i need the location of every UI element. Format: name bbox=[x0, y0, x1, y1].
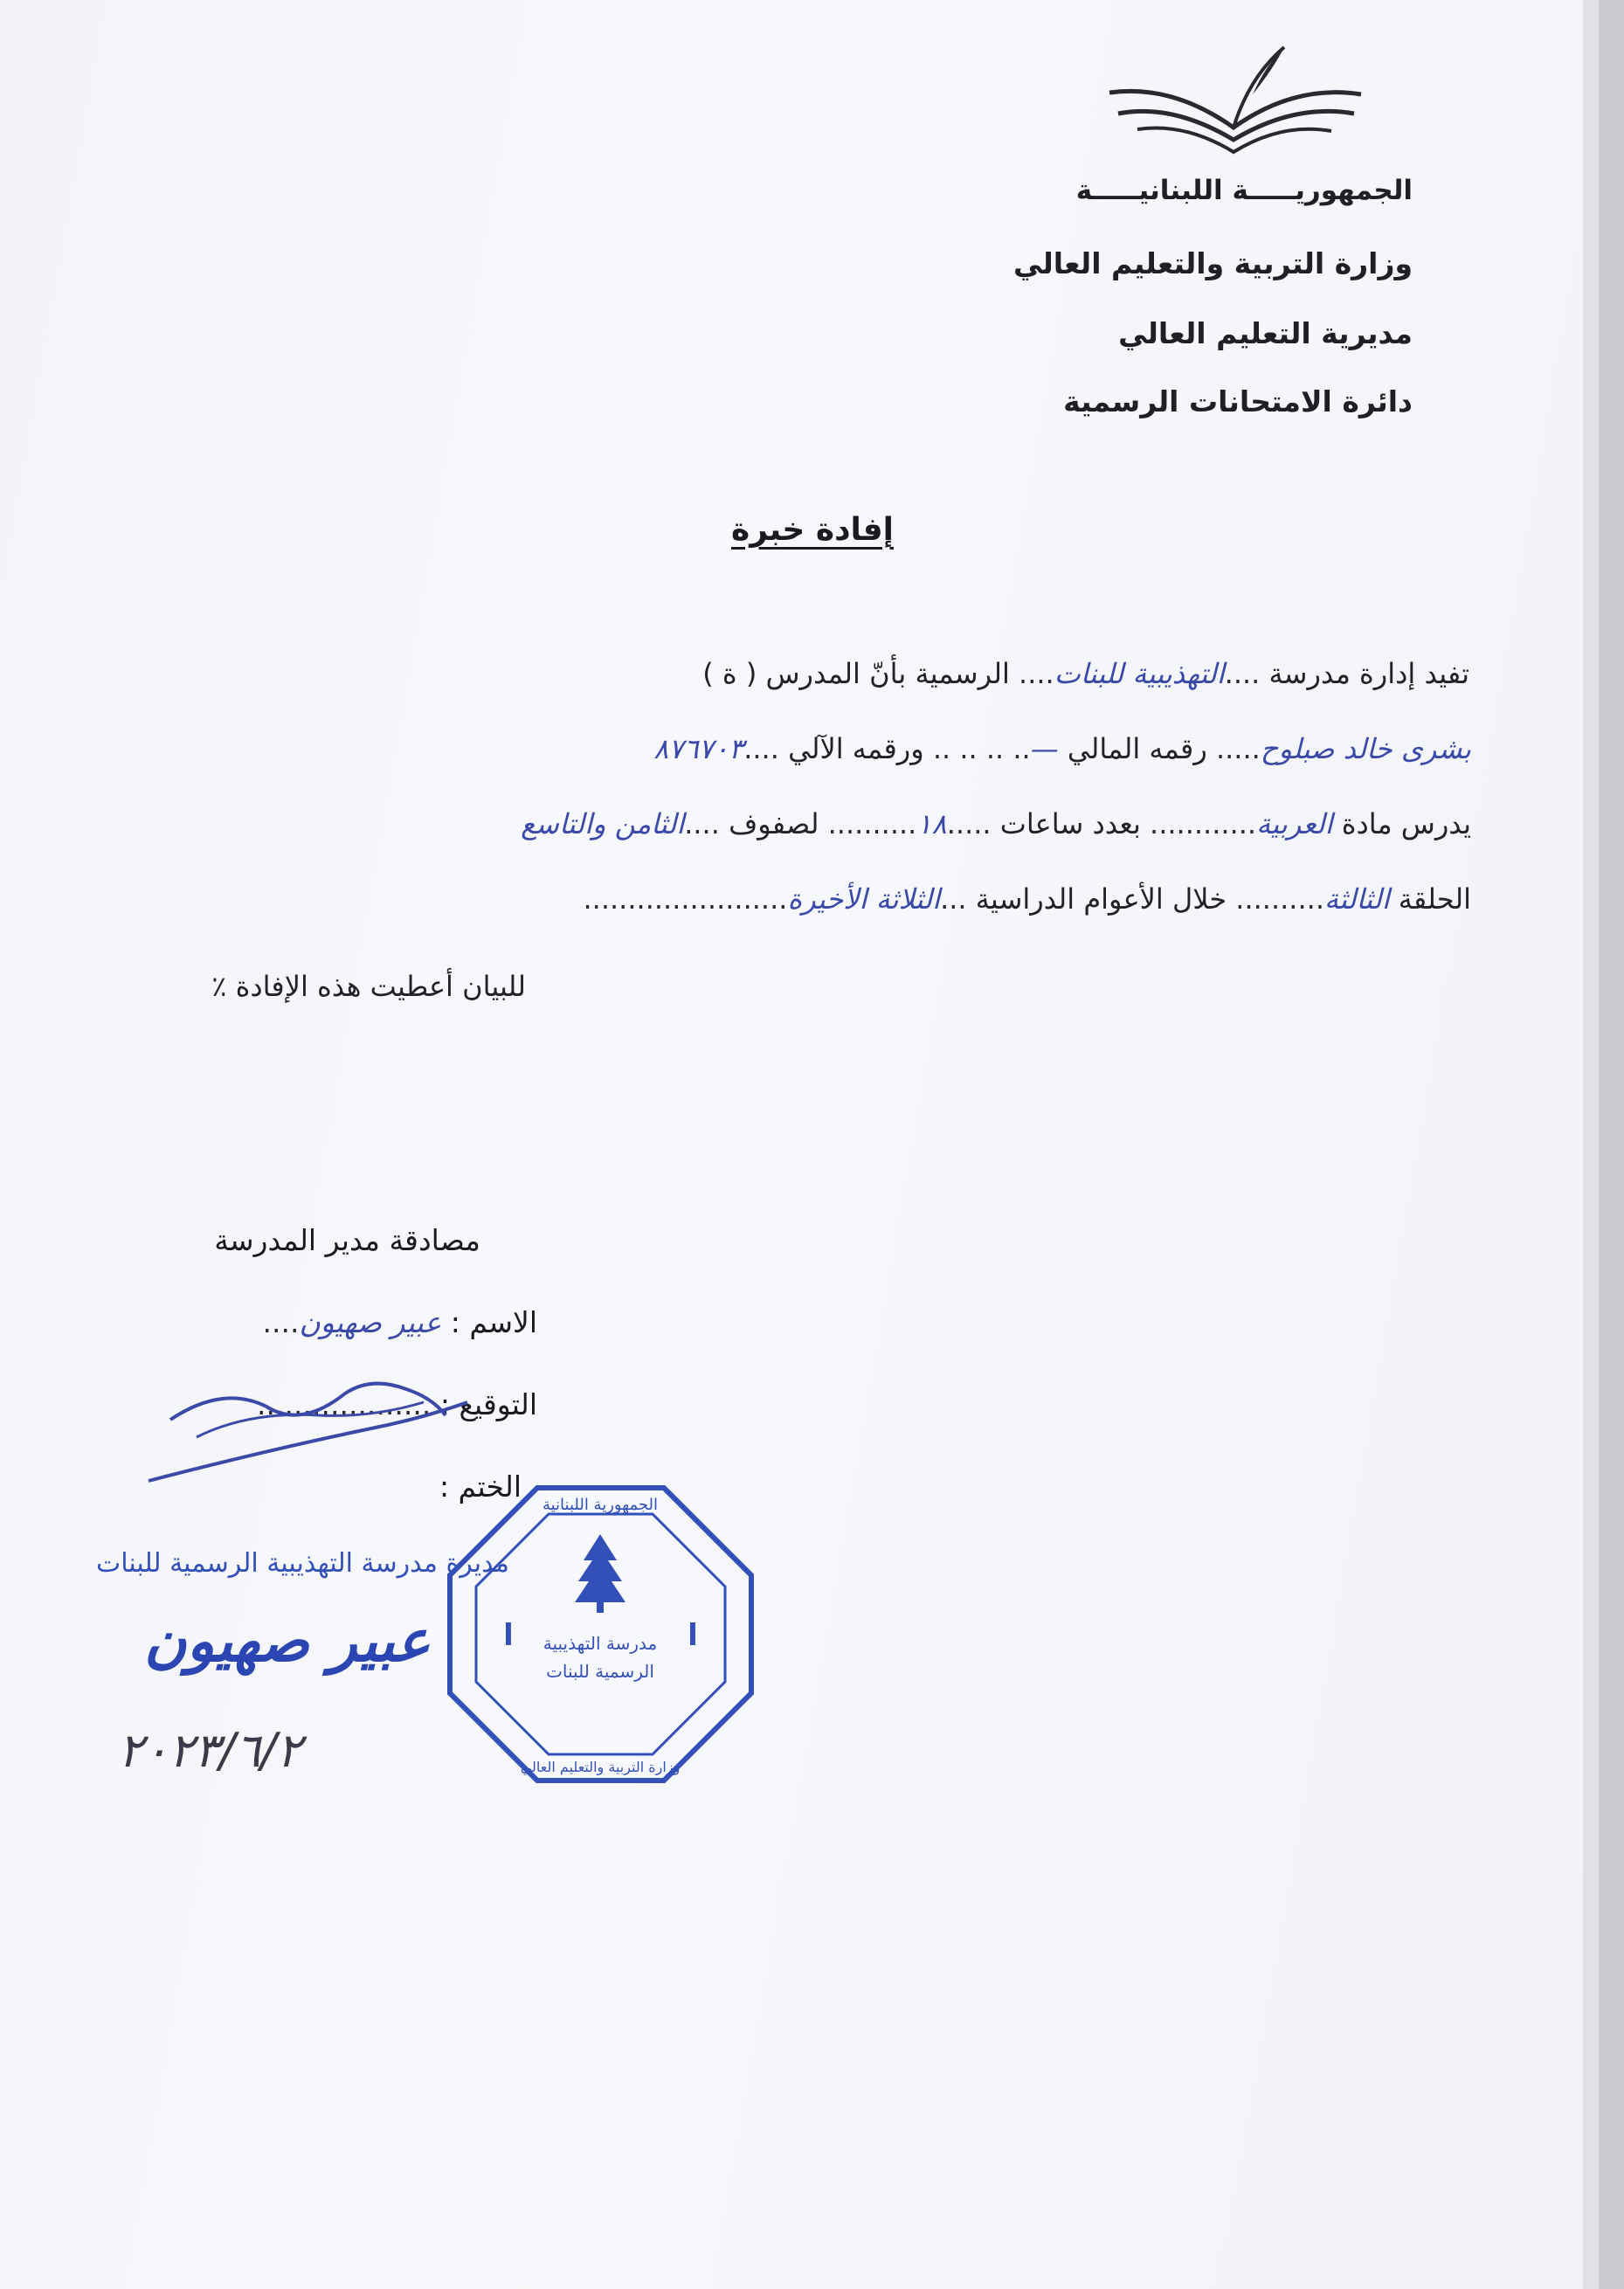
svg-text:ا: ا bbox=[503, 1618, 514, 1653]
classes-handwritten: الثامن والتاسع bbox=[521, 807, 685, 840]
seal-label: الختم : bbox=[439, 1470, 522, 1504]
computer-number-handwritten: ٨٧٦٧٠٣ bbox=[653, 732, 744, 765]
body-line-2: بشرى خالد صبلوح..... رقمه المالي —.. .. .. .. ورقمه الآلي ....٨٧٦٧٠٣ bbox=[653, 732, 1471, 765]
cycle-label: الحلقة bbox=[1398, 882, 1471, 916]
subject-label: يدرس مادة bbox=[1341, 807, 1471, 840]
book-quill-logo-icon bbox=[1102, 42, 1373, 164]
director-signature-name: عبير صهيون bbox=[144, 1608, 431, 1675]
closing-statement: للبيان أعطيت هذه الإفادة ٪ bbox=[211, 970, 526, 1003]
signature-scribble bbox=[144, 1367, 476, 1498]
classes-label: لصفوف bbox=[729, 807, 819, 840]
cedar-tree-icon bbox=[575, 1534, 625, 1613]
financial-number-label: رقمه المالي bbox=[1067, 732, 1207, 765]
header-directorate: مديرية التعليم العالي bbox=[1118, 316, 1413, 350]
hours-handwritten: ١٨ bbox=[916, 807, 947, 840]
cycle-handwritten: الثالثة bbox=[1323, 882, 1390, 916]
signature-label: التوقيع : bbox=[439, 1387, 537, 1421]
seal-school-text-2: الرسمية للبنات bbox=[546, 1661, 654, 1682]
director-stamp-line: مديرة مدرسة التهذيبية الرسمية للبنات bbox=[96, 1548, 509, 1579]
name-label: الاسم : bbox=[450, 1305, 537, 1339]
svg-text:ا: ا bbox=[688, 1618, 698, 1653]
line1-prefix: تفيد إدارة مدرسة bbox=[1268, 657, 1469, 690]
header-ministry: وزارة التربية والتعليم العالي bbox=[1013, 246, 1413, 280]
financial-number-handwritten: — bbox=[1030, 732, 1059, 765]
signature-field: التوقيع : ................... bbox=[257, 1387, 537, 1421]
years-label: خلال الأعوام الدراسية bbox=[975, 882, 1227, 916]
seal-school-text: مدرسة التهذيبية bbox=[542, 1633, 658, 1654]
header-department: دائرة الامتحانات الرسمية bbox=[1063, 384, 1413, 418]
document-title: إفادة خبرة bbox=[731, 512, 894, 548]
page-stack-edge bbox=[1583, 0, 1599, 2289]
subject-handwritten: العربية bbox=[1256, 807, 1333, 840]
hours-label: بعدد ساعات bbox=[999, 807, 1141, 840]
line1-suffix: الرسمية بأنّ المدرس ( ة ) bbox=[702, 657, 1010, 690]
computer-number-label: ورقمه الآلي bbox=[788, 732, 924, 765]
teacher-name-handwritten: بشرى خالد صبلوح bbox=[1260, 732, 1471, 765]
page-stack-edge-back bbox=[1599, 0, 1624, 2289]
name-field: الاسم : عبير صهيون.... bbox=[262, 1305, 537, 1339]
years-handwritten: الثلاثة الأخيرة bbox=[787, 882, 941, 916]
school-seal-stamp bbox=[446, 1483, 756, 1785]
body-line-3: يدرس مادة العربية............ بعدد ساعات .....١٨.......... لصفوف ....الثامن والتاسع bbox=[521, 807, 1471, 840]
header-republic: الجمهوريـــــة اللبنانيـــــة bbox=[1075, 175, 1413, 206]
handwritten-date: ٢٠٢٣/٦/٢ bbox=[118, 1723, 302, 1778]
body-line-4: الحلقة الثالثة.......... خلال الأعوام الدراسية ...الثلاثة الأخيرة....................... bbox=[583, 882, 1471, 916]
principal-approval-title: مصادقة مدير المدرسة bbox=[214, 1223, 480, 1257]
seal-bottom-text: وزارة التربية والتعليم العالي bbox=[520, 1759, 681, 1775]
seal-top-text: الجمهورية اللبنانية bbox=[542, 1496, 659, 1514]
principal-name-handwritten: عبير صهيون bbox=[299, 1305, 442, 1339]
school-name-handwritten: التهذيبية للبنات bbox=[1054, 657, 1225, 690]
body-line-1: تفيد إدارة مدرسة ....التهذيبية للبنات.... الرسمية بأنّ المدرس ( ة ) bbox=[702, 657, 1469, 690]
